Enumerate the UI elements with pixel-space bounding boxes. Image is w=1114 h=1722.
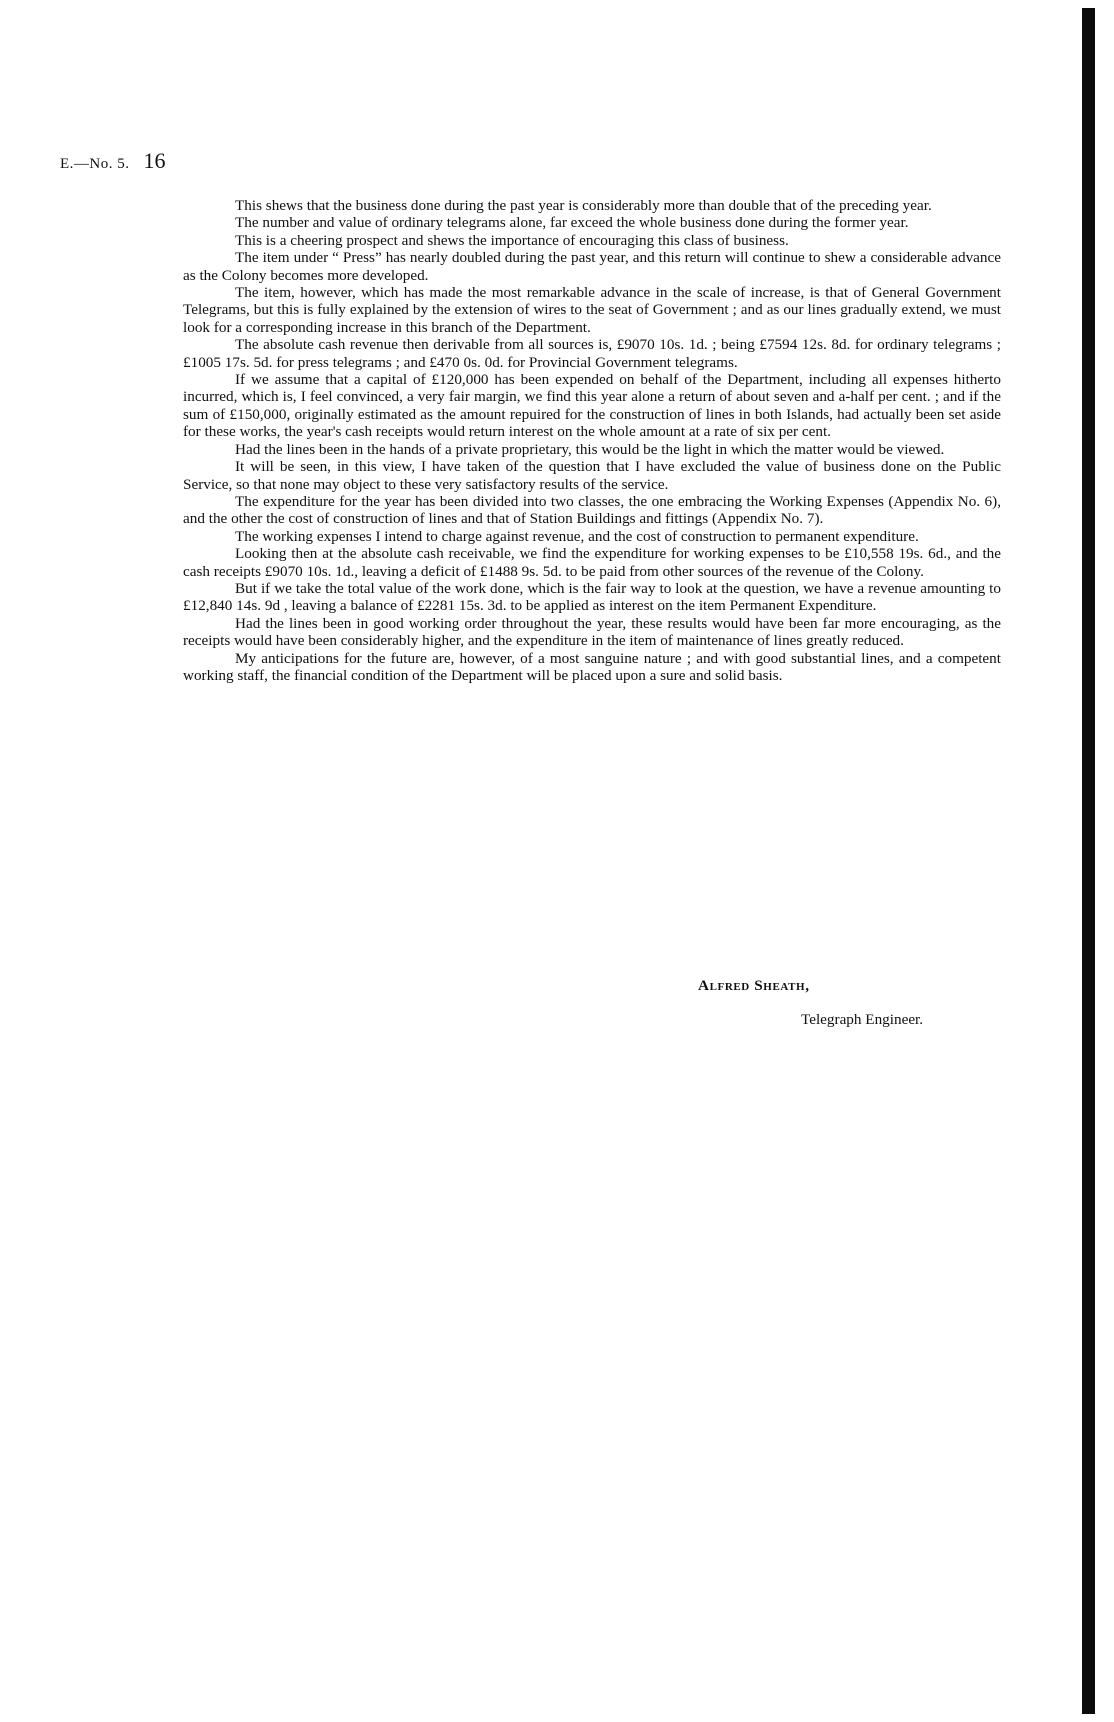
- page-header: [60, 148, 166, 174]
- signatory-title: Telegraph Engineer.: [801, 1011, 924, 1028]
- paragraph: But if we take the total value of the work done, which is the fair way to look at the question, we have a revenue amounting to £12,840 14s. 9d , leaving a balance of £2281 15s. 3d. to be applied as interest on the item Permanent Expenditure.: [183, 579, 1001, 615]
- paragraph: The item under “ Press” has nearly doubled during the past year, and this return will continue to shew a considerable advance as the Colony becomes more developed.: [183, 249, 1001, 284]
- paragraph: This shews that the business done during the past year is considerably more than double that of the preceding year.: [235, 197, 932, 214]
- paragraph: The absolute cash revenue then derivable from all sources is, £9070 10s. 1d. ; being £7594 12s. 8d. for ordinary telegrams ; £1005 17s. 5d. for press telegrams ; and £470 0s. 0d. for Provincial Government telegrams.: [183, 336, 1001, 371]
- paragraph: This is a cheering prospect and shews the importance of encouraging this class of business.: [235, 231, 789, 249]
- paragraph: The expenditure for the year has been divided into two classes, the one embracing the Working Expenses (Appendix No. 6), and the other the cost of construction of lines and that of Station Buildings and fittings (Appendix No. 7).: [183, 492, 1001, 528]
- paragraph: The number and value of ordinary telegrams alone, far exceed the whole business done during the former year.: [235, 214, 909, 232]
- signatory-name: Alfred Sheath,: [698, 977, 810, 994]
- signature-block: [183, 976, 1001, 1030]
- paragraph: Had the lines been in good working order throughout the year, these results would have been far more encouraging, as the receipts would have been considerably higher, and the expenditure in the item of maintenance of lines greatly reduced.: [183, 614, 1001, 650]
- paragraph: The item, however, which has made the most remarkable advance in the scale of increase, is that of General Government Telegrams, but this is fully explained by the extension of wires to the seat of Government ; and as our lines gradually extend, we must look for a corresponding increase in this branch of the Department.: [183, 284, 1001, 336]
- paragraph: The working expenses I intend to charge against revenue, and the cost of construction to permanent expenditure.: [235, 527, 919, 545]
- paragraph: My anticipations for the future are, however, of a most sanguine nature ; and with good substantial lines, and a competent working staff, the financial condition of the Department will be placed upon a sure and solid basis.: [183, 649, 1001, 684]
- paragraph: Looking then at the absolute cash receivable, we find the expenditure for working expenses to be £10,558 19s. 6d., and the cash receipts £9070 10s. 1d., leaving a deficit of £1488 9s. 5d. to be paid from other sources of the revenue of the Colony.: [183, 545, 1001, 580]
- paragraph: It will be seen, in this view, I have taken of the question that I have excluded the value of business done on the Public Service, so that none may object to these very satisfactory results of the service.: [183, 458, 1001, 493]
- paragraph: If we assume that a capital of £120,000 has been expended on behalf of the Department, including all expenses hitherto incurred, which is, I feel convinced, a very fair margin, we find this year alone a return of about seven and a-half per cent. ; and if the sum of £150,000, originally estimated as the amount repuired for the construction of lines in both Islands, had actually been set aside for these works, the year's cash receipts would return interest on the whole amount at a rate of six per cent.: [183, 371, 1001, 441]
- report-body: [183, 197, 1001, 684]
- page-number: 16: [143, 148, 166, 173]
- document-reference: E.—No. 5.: [60, 156, 130, 172]
- page-edge-bar: [1082, 8, 1095, 1714]
- paragraph: Had the lines been in the hands of a private proprietary, this would be the light in which the matter would be viewed.: [235, 440, 945, 458]
